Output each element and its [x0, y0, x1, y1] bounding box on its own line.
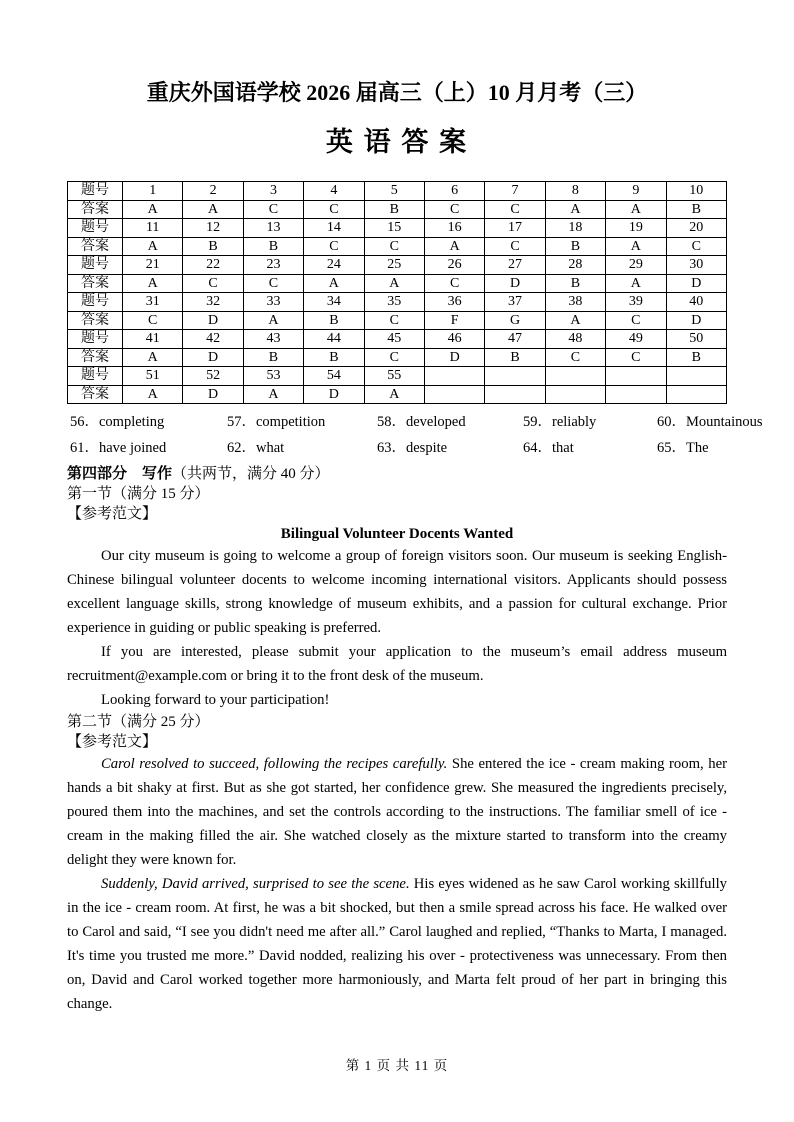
question-number-row: [68, 182, 727, 201]
question-number-row: [68, 367, 727, 386]
question-number-cell: 22: [183, 256, 243, 275]
answer-cell: A: [123, 237, 183, 256]
answer-cell: [606, 385, 666, 404]
question-number-cell: 24: [304, 256, 364, 275]
answer-cell: D: [424, 348, 484, 367]
question-number-cell: 23: [243, 256, 303, 275]
answer-cell: A: [606, 274, 666, 293]
answer-cell: B: [243, 237, 303, 256]
answer-row: [68, 200, 727, 219]
question-number-cell: 25: [364, 256, 424, 275]
question-number-cell: 37: [485, 293, 545, 312]
answer-cell: C: [485, 237, 545, 256]
question-number-cell: 43: [243, 330, 303, 349]
question-number-cell: 30: [666, 256, 726, 275]
question-number-cell: 29: [606, 256, 666, 275]
question-number-cell: 3: [243, 182, 303, 201]
model-essay-label-2: 【参考范文】: [67, 734, 158, 750]
question-number-row: [68, 330, 727, 349]
question-number-cell: [424, 367, 484, 386]
question-number-cell: 28: [545, 256, 605, 275]
question-number-cell: 20: [666, 219, 726, 238]
essay1-title: Bilingual Volunteer Docents Wanted: [280, 526, 514, 542]
question-number-cell: 31: [123, 293, 183, 312]
fill-in-answer: 56．completing: [70, 414, 165, 430]
question-number-cell: 41: [123, 330, 183, 349]
answer-cell: A: [364, 385, 424, 404]
question-number-cell: 47: [485, 330, 545, 349]
essay1-paragraph-2: If you are interested, please submit your application to the museum’s email address museum recruitment@example.com or bring it to the front desk of the museum.: [67, 644, 727, 684]
question-number-cell: 50: [666, 330, 726, 349]
question-number-cell: 1: [123, 182, 183, 201]
question-number-cell: 21: [123, 256, 183, 275]
answer-cell: A: [606, 200, 666, 219]
question-number-cell: 8: [545, 182, 605, 201]
answer-cell: [485, 385, 545, 404]
answer-cell: D: [666, 311, 726, 330]
answer-row: [68, 348, 727, 367]
question-number-cell: 18: [545, 219, 605, 238]
fill-in-answer: 59．reliably: [523, 414, 597, 430]
row-label-cell: 题号: [68, 256, 123, 275]
answer-row: [68, 385, 727, 404]
answer-cell: D: [304, 385, 364, 404]
answer-cell: D: [183, 311, 243, 330]
answer-cell: [545, 385, 605, 404]
answer-cell: D: [183, 385, 243, 404]
question-number-cell: 34: [304, 293, 364, 312]
answer-cell: C: [666, 237, 726, 256]
answer-cell: C: [545, 348, 605, 367]
question-number-cell: 10: [666, 182, 726, 201]
row-label-cell: 答案: [68, 385, 123, 404]
question-number-cell: 15: [364, 219, 424, 238]
question-number-cell: 38: [545, 293, 605, 312]
answer-cell: D: [485, 274, 545, 293]
answer-cell: [424, 385, 484, 404]
part2-heading: 第二节（满分 25 分）: [67, 714, 210, 730]
answer-cell: C: [123, 311, 183, 330]
fill-in-answer: 64．that: [523, 440, 574, 456]
writing-section-heading-bold: 第四部分 写作: [67, 466, 173, 482]
question-number-cell: 4: [304, 182, 364, 201]
question-number-row: [68, 219, 727, 238]
question-number-cell: 51: [123, 367, 183, 386]
essay2-paragraph-2-lead-italic: Suddenly, David arrived, surprised to see the scene.: [101, 876, 410, 892]
fill-in-answer: 58．developed: [377, 414, 466, 430]
question-number-cell: 32: [183, 293, 243, 312]
essay2-paragraph-2: [67, 872, 727, 1016]
answer-cell: C: [304, 237, 364, 256]
answer-cell: C: [183, 274, 243, 293]
row-label-cell: 答案: [68, 237, 123, 256]
question-number-row: [68, 293, 727, 312]
answer-cell: C: [304, 200, 364, 219]
question-number-cell: 49: [606, 330, 666, 349]
question-number-cell: 44: [304, 330, 364, 349]
question-number-cell: 9: [606, 182, 666, 201]
answer-cell: B: [666, 348, 726, 367]
question-number-cell: 33: [243, 293, 303, 312]
row-label-cell: 题号: [68, 330, 123, 349]
question-number-cell: [606, 367, 666, 386]
row-label-cell: 答案: [68, 311, 123, 330]
answer-table: [67, 181, 727, 404]
question-number-cell: 14: [304, 219, 364, 238]
fill-in-answers-section: [67, 409, 763, 461]
answer-cell: C: [364, 237, 424, 256]
answer-cell: A: [606, 237, 666, 256]
fill-in-answer: 60．Mountainous: [657, 414, 763, 430]
answer-cell: A: [243, 385, 303, 404]
question-number-cell: 45: [364, 330, 424, 349]
answer-cell: A: [545, 200, 605, 219]
fill-in-answer: 57．competition: [227, 414, 326, 430]
question-number-cell: 35: [364, 293, 424, 312]
writing-section-heading-rest: （共两节，满分 40 分）: [172, 466, 330, 482]
question-number-cell: 16: [424, 219, 484, 238]
fill-in-answer: 61．have joined: [70, 440, 167, 456]
answer-row: [68, 237, 727, 256]
part1-heading: 第一节（满分 15 分）: [67, 486, 210, 502]
answer-cell: A: [304, 274, 364, 293]
question-number-cell: 40: [666, 293, 726, 312]
question-number-cell: 5: [364, 182, 424, 201]
row-label-cell: 题号: [68, 367, 123, 386]
fill-in-answer: 65．The: [657, 440, 709, 456]
answer-cell: C: [424, 200, 484, 219]
answer-cell: F: [424, 311, 484, 330]
question-number-cell: 39: [606, 293, 666, 312]
question-number-cell: [485, 367, 545, 386]
row-label-cell: 题号: [68, 293, 123, 312]
essay2-paragraph-1: [67, 752, 727, 872]
answer-cell: C: [364, 311, 424, 330]
answer-cell: A: [123, 200, 183, 219]
answer-cell: C: [606, 348, 666, 367]
answer-cell: A: [424, 237, 484, 256]
answer-cell: B: [304, 311, 364, 330]
model-essay-label-1: 【参考范文】: [67, 506, 158, 522]
question-number-cell: 36: [424, 293, 484, 312]
question-number-cell: 54: [304, 367, 364, 386]
row-label-cell: 答案: [68, 200, 123, 219]
question-number-cell: 27: [485, 256, 545, 275]
answer-cell: C: [606, 311, 666, 330]
question-number-cell: 55: [364, 367, 424, 386]
fill-in-row: [67, 409, 763, 435]
essay2-paragraph-1-rest: She entered the ice - cream making room, her hands a bit shaky at first. But as she got started, her confidence grew. She measured the ingredients precisely, poured them into the machines, and set the controls according to the instructions. The familiar smell of ice - cream in the making filled the air. She watched closely as the mixture started to transform into the creamy delight they were known for.: [67, 756, 727, 868]
question-number-cell: 7: [485, 182, 545, 201]
answer-cell: G: [485, 311, 545, 330]
answer-cell: A: [364, 274, 424, 293]
essay2-paragraph-2-rest: His eyes widened as he saw Carol working skillfully in the ice - cream room. At first, he was a bit shocked, but then a smile spread across his face. He walked over to Carol and said, “I see you didn't need me after all.” Carol laughed and replied, “Thanks to Marta, I managed. It's time you trusted me more.” David nodded, realizing his over - protectiveness was unnecessary. From then on, David and Carol worked together more harmoniously, and Marta felt proud of her part in bringing this change.: [67, 876, 728, 1012]
question-number-cell: 11: [123, 219, 183, 238]
answer-row: [68, 311, 727, 330]
answer-row: [68, 274, 727, 293]
essay1-paragraph-1: Our city museum is going to welcome a group of foreign visitors soon. Our museum is seeking English-Chinese bilingual volunteer docents to welcome incoming international visitors. Applicants should possess excellent language skills, strong knowledge of museum exhibits, and a passion for cultural exchange. Prior experience in guiding or public speaking is preferred.: [67, 548, 727, 636]
question-number-cell: 2: [183, 182, 243, 201]
essay2-paragraph-1-lead-italic: Carol resolved to succeed, following the recipes carefully.: [101, 756, 448, 772]
answer-cell: B: [243, 348, 303, 367]
page-number-footer: 第 1 页 共 11 页: [345, 1058, 449, 1073]
answer-cell: B: [666, 200, 726, 219]
answer-cell: D: [183, 348, 243, 367]
answer-cell: B: [364, 200, 424, 219]
fill-in-answer: 62．what: [227, 440, 285, 456]
question-number-cell: 53: [243, 367, 303, 386]
answer-cell: C: [485, 200, 545, 219]
exam-title: 重庆外国语学校 2026 届高三（上）10 月月考（三）: [146, 80, 648, 105]
answer-cell: D: [666, 274, 726, 293]
question-number-cell: 48: [545, 330, 605, 349]
question-number-cell: 6: [424, 182, 484, 201]
row-label-cell: 答案: [68, 348, 123, 367]
answer-cell: A: [123, 348, 183, 367]
answer-cell: A: [545, 311, 605, 330]
question-number-cell: 19: [606, 219, 666, 238]
question-number-cell: 42: [183, 330, 243, 349]
answer-cell: B: [183, 237, 243, 256]
question-number-row: [68, 256, 727, 275]
subject-title: 英 语 答 案: [325, 127, 469, 157]
answer-cell: A: [123, 274, 183, 293]
question-number-cell: [545, 367, 605, 386]
fill-in-answer: 63．despite: [377, 440, 448, 456]
answer-cell: A: [243, 311, 303, 330]
row-label-cell: 题号: [68, 219, 123, 238]
answer-cell: C: [364, 348, 424, 367]
answer-cell: A: [183, 200, 243, 219]
answer-cell: B: [545, 237, 605, 256]
answer-cell: C: [243, 200, 303, 219]
question-number-cell: 17: [485, 219, 545, 238]
answer-cell: C: [424, 274, 484, 293]
essay1-paragraph-3: Looking forward to your participation!: [101, 692, 330, 708]
answer-cell: C: [243, 274, 303, 293]
answer-cell: [666, 385, 726, 404]
row-label-cell: 答案: [68, 274, 123, 293]
question-number-cell: 26: [424, 256, 484, 275]
question-number-cell: 52: [183, 367, 243, 386]
row-label-cell: 题号: [68, 182, 123, 201]
question-number-cell: [666, 367, 726, 386]
answer-cell: B: [485, 348, 545, 367]
writing-section-heading: [67, 464, 727, 484]
question-number-cell: 12: [183, 219, 243, 238]
answer-cell: A: [123, 385, 183, 404]
answer-cell: B: [304, 348, 364, 367]
question-number-cell: 46: [424, 330, 484, 349]
fill-in-row: [67, 435, 727, 461]
question-number-cell: 13: [243, 219, 303, 238]
answer-cell: B: [545, 274, 605, 293]
